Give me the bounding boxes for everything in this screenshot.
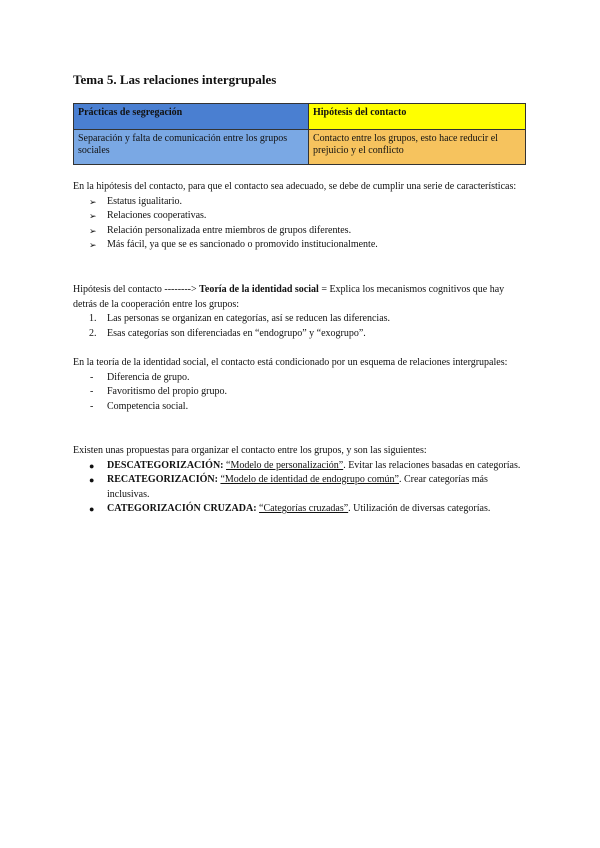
list-item: ➢ Más fácil, ya que se es sancionado o promovido institucionalmente.	[73, 238, 528, 253]
numbered-list	[73, 312, 528, 341]
proposals-list	[73, 459, 528, 517]
list-item: ● RECATEGORIZACIÓN: “Modelo de identidad de endogrupo común”. Crear categorías más inclusivas.	[89, 474, 488, 500]
list-item: ➢ Estatus igualitario.	[73, 195, 528, 210]
paragraph: En la teoría de la identidad social, el contacto está condicionado por un esquema de relaciones intergrupales:	[73, 357, 508, 368]
bullet-icon: ●	[89, 460, 95, 471]
table-header-contact: Hipótesis del contacto	[309, 104, 526, 130]
bold-term: Teoría de la identidad social	[199, 284, 319, 295]
comparison-table	[73, 103, 526, 165]
list-item: ➢ Relaciones cooperativas.	[73, 209, 528, 224]
list-item: 2. Esas categorías son diferenciadas en “endogrupo” y “exogrupo”.	[89, 327, 366, 339]
table-header-segregation: Prácticas de segregación	[74, 104, 309, 130]
bullet-icon: ●	[89, 475, 95, 485]
list-item: ● CATEGORIZACIÓN CRUZADA: “Categorías cruzadas”. Utilización de diversas categorías.	[73, 502, 528, 517]
table-cell-contact: Contacto entre los grupos, esto hace reducir el prejuicio y el conflicto	[309, 130, 526, 165]
list-item: ➢ Relación personalizada entre miembros de grupos diferentes.	[73, 224, 528, 239]
arrow-bullet-icon: ➢	[89, 240, 97, 250]
list-item: ● DESCATEGORIZACIÓN: “Modelo de personalización”. Evitar las relaciones basadas en categorías.	[73, 459, 528, 474]
list-item: - Favoritismo del propio grupo.	[90, 386, 227, 397]
table-cell-segregation: Separación y falta de comunicación entre los grupos sociales	[74, 130, 309, 165]
arrow-bullet-icon: ➢	[89, 225, 97, 236]
paragraph: Hipótesis del contacto --------> Teoría de la identidad social = Explica los mecanismos cognitivos que hay detrás de la cooperación entre los grupos:	[73, 284, 505, 310]
list-item: - Competencia social.	[90, 400, 189, 412]
section-social-identity	[73, 283, 528, 341]
page-title: Tema 5. Las relaciones intergrupales	[73, 72, 277, 87]
section-intergroup-scheme	[73, 356, 528, 414]
list-item: - Diferencia de grupo.	[90, 371, 190, 383]
section-proposals	[73, 444, 528, 517]
list-item: 1. Las personas se organizan en categorías, así se reducen las diferencias.	[89, 313, 391, 324]
paragraph: Existen unas propuestas para organizar el contacto entre los grupos, y son las siguientes:	[73, 445, 427, 456]
paragraph: En la hipótesis del contacto, para que el contacto sea adecuado, se debe de cumplir una serie de características:	[73, 181, 517, 192]
arrow-bullet-icon: ➢	[89, 211, 97, 221]
section-contact-hypothesis	[73, 180, 528, 253]
bullet-icon: ●	[89, 504, 95, 514]
arrow-bullet-icon: ➢	[89, 196, 97, 207]
characteristics-list	[73, 195, 528, 253]
dash-list	[73, 371, 528, 415]
